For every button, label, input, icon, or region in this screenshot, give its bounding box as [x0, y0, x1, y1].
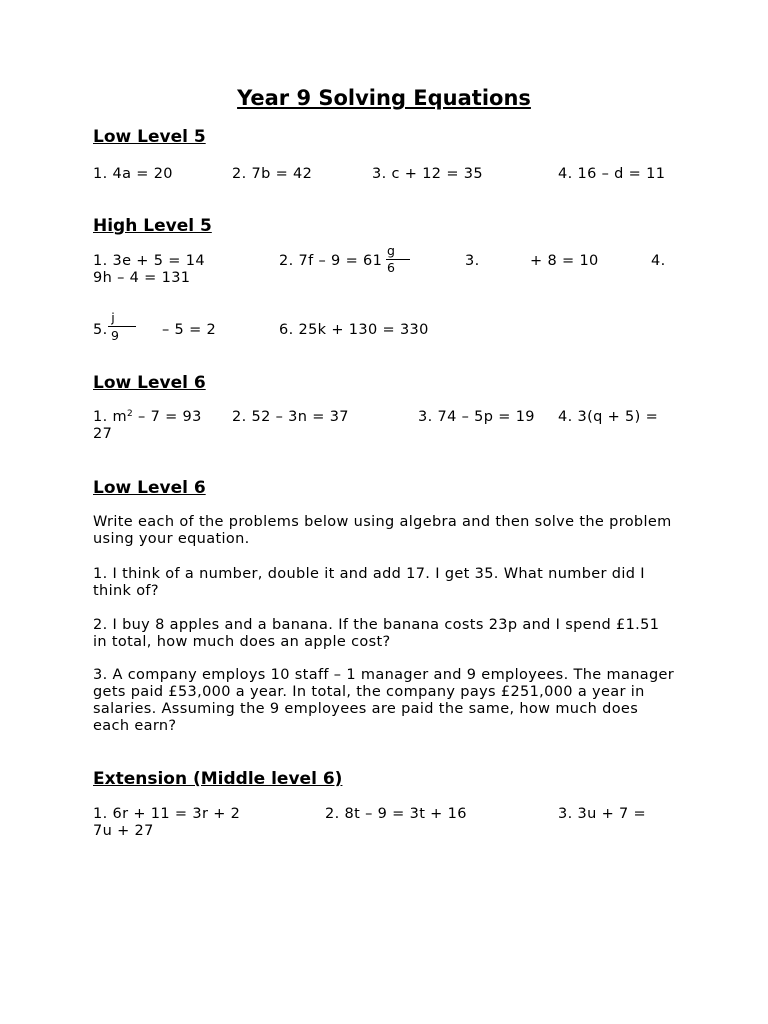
question-3: + 8 = 10 — [530, 253, 599, 269]
page-title: Year 9 Solving Equations — [237, 86, 531, 110]
fraction-denominator: 6 — [387, 260, 395, 275]
question-2: 2. 7f – 9 = 61 — [279, 253, 383, 269]
question-4-continued: 27 — [93, 426, 113, 442]
question-3-continued: 7u + 27 — [93, 823, 154, 839]
question-1: 1. $m^2 - 7 = 93$ — [93, 409, 202, 425]
question-5: – 5 = 2 — [162, 322, 217, 338]
section-heading-word-problems: Low Level 6 — [93, 478, 206, 498]
word-problem-1: 1. I think of a number, double it and add 17. I get 35. What number did I think of? — [93, 566, 645, 599]
section-heading-low-level-6: Low Level 6 — [93, 373, 206, 393]
exponent: 2 — [126, 409, 134, 419]
question-3-number: 3. — [465, 253, 480, 269]
question-3: 3. 3u + 7 = — [558, 806, 647, 822]
fraction-numerator: g — [387, 243, 395, 258]
question-1: 1. 6r + 11 = 3r + 2 — [93, 806, 241, 822]
instructions: Write each of the problems below using algebra and then solve the problem using your equation. — [93, 514, 672, 547]
word-problem-3: 3. A company employs 10 staff – 1 manager and 9 employees. The manager gets paid £53,000 a year. In total, the company pays £251,000 a year in salaries. Assuming the 9 employees are paid the same, how much does each earn? — [93, 667, 675, 734]
question-4: 4. 16 – d = 11 — [558, 166, 666, 182]
question-4: 4. 3(q + 5) = — [558, 409, 659, 425]
section-heading-low-level-5: Low Level 5 — [93, 127, 206, 147]
fraction-denominator: 9 — [111, 328, 119, 343]
question-5-number: 5. — [93, 322, 108, 338]
question-6: 6. 25k + 130 = 330 — [279, 322, 429, 338]
section-heading-high-level-5: High Level 5 — [93, 216, 212, 236]
question-4-number: 4. — [651, 253, 666, 269]
question-2: 2. 52 – 3n = 37 — [232, 409, 349, 425]
question-3: 3. c + 12 = 35 — [372, 166, 483, 182]
question-1: 1. 3e + 5 = 14 — [93, 253, 205, 269]
section-heading-extension: Extension (Middle level 6) — [93, 769, 343, 789]
question-3: 3. 74 – 5p = 19 — [418, 409, 535, 425]
question-2: 2. 7b = 42 — [232, 166, 313, 182]
word-problem-2: 2. I buy 8 apples and a banana. If the banana costs 23p and I spend £1.51 in total, how much does an apple cost? — [93, 617, 660, 650]
question-2: 2. 8t – 9 = 3t + 16 — [325, 806, 467, 822]
question-1: 1. 4a = 20 — [93, 166, 173, 182]
question-4: 9h – 4 = 131 — [93, 270, 191, 286]
fraction-numerator: j — [111, 310, 115, 325]
fraction-bar — [108, 326, 136, 327]
